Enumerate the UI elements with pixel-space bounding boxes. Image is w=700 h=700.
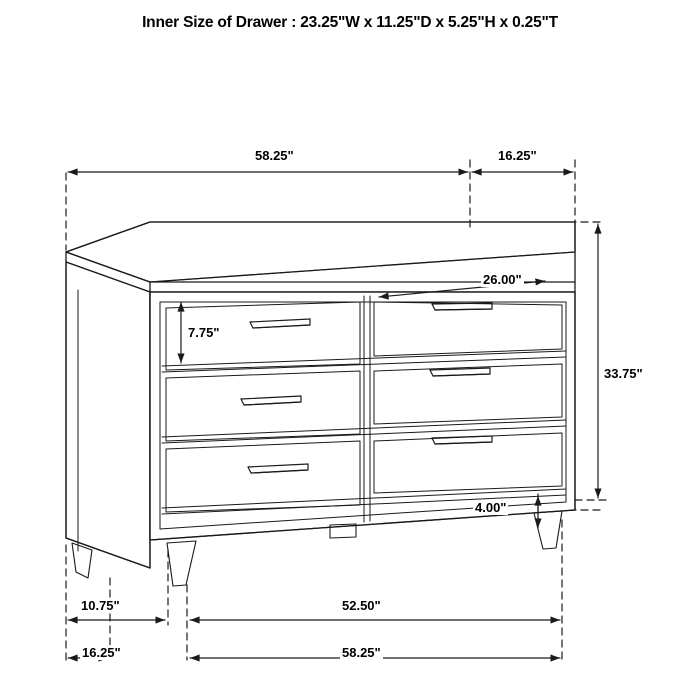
dimension-label-top-width-main: 58.25"	[255, 148, 294, 163]
dimension-label-base-width-inner: 52.50"	[342, 598, 381, 613]
page-title: Inner Size of Drawer : 23.25"W x 11.25"D x 5.25"H x 0.25"T	[142, 14, 558, 31]
dimension-label-base-offset-left: 16.25"	[82, 645, 121, 660]
dimension-label-drawer-inner-height: 7.75"	[188, 325, 220, 340]
leg-back-left	[72, 543, 92, 578]
dimension-label-base-width-total: 58.25"	[342, 645, 381, 660]
dimension-label-leg-offset: 10.75"	[81, 598, 120, 613]
dimension-label-leg-height: 4.00"	[475, 500, 507, 515]
dimension-label-drawer-inner-width: 26.00"	[483, 272, 522, 287]
leg-front-left	[167, 541, 196, 586]
dimension-label-top-width-right: 16.25"	[498, 148, 537, 163]
dimension-label-overall-height: 33.75"	[604, 366, 643, 381]
dresser-left-side-panel	[66, 262, 150, 568]
